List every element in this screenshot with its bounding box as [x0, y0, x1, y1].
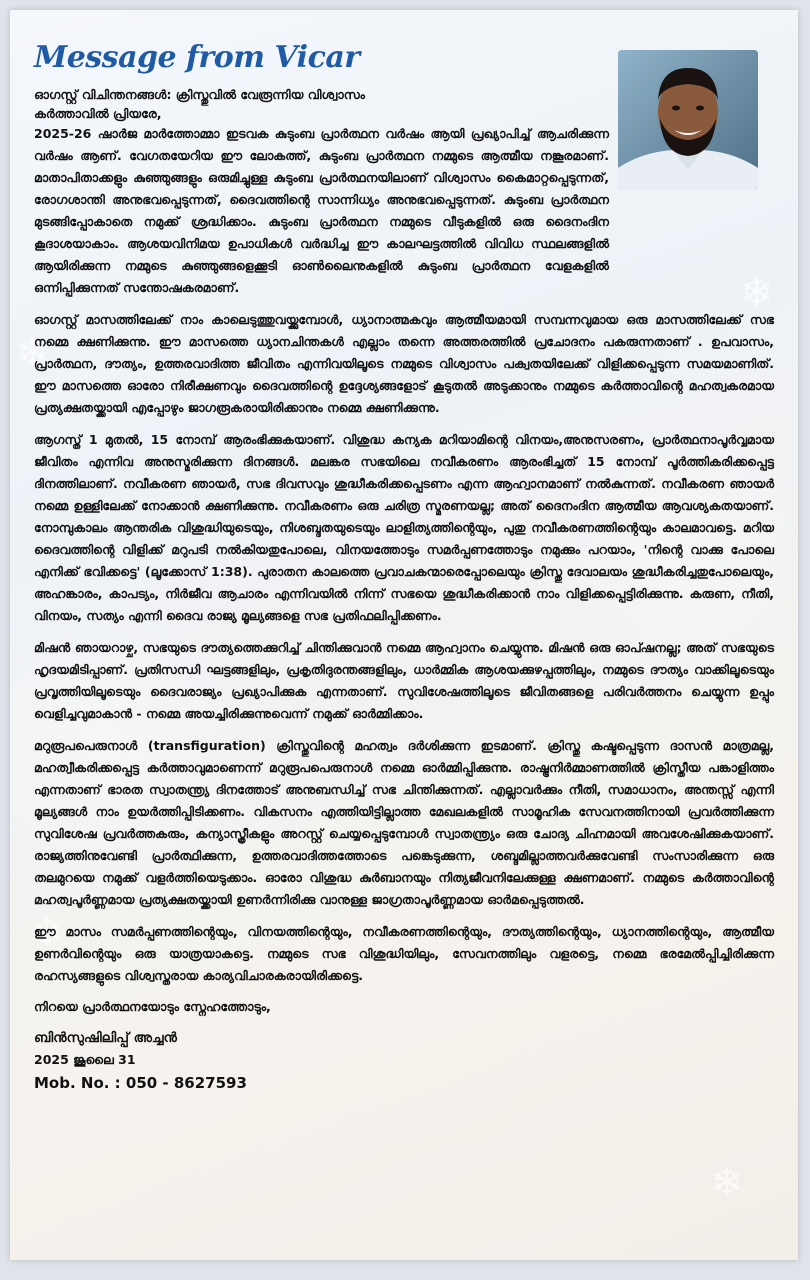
letter-paragraph: ഓഗസ്റ്റ് മാസത്തിലേക്ക് നാം കാലെടുത്തുവയ്ക്കുമ്പോൾ, ധ്യാനാത്മകവും ആത്മീയമായി സമ്പന്നവുമായ ഒരു മാസത്തിലേക്ക് സഭ നമ്മെ ക്ഷണിക്കുന്നു. ഈ മാസത്തെ ധ്യാനചിന്തകൾ എല്ലാം തന്നെ അത്തരത്തിൽ പ്രചോദനം പകരുന്നതാണ് . ഉപവാസം, പ്രാർത്ഥന, ദൗത്യം, ഉത്തരവാദിത്ത ജീവിതം എന്നിവയിലൂടെ നമ്മുടെ വിശ്വാസം പക്വതയിലേക്ക് വിളിക്കപ്പെടുന്ന സമയമാണിത്. ഈ മാസത്തെ ഓരോ നിരീക്ഷണവും ദൈവത്തിന്റെ ഉദ്ദേശ്യങ്ങളോട് കൂടുതൽ അടുക്കാനും നമ്മുടെ കർത്താവിന്റെ മഹത്വകരമായ പ്രത്യക്ഷതയ്ക്കായി എപ്പോഴും ജാഗരൂകരായിരിക്കാനും നമ്മെ ക്ഷണിക്കുന്നു. [34, 312, 774, 415]
snowflake-icon: ❄ [30, 910, 64, 956]
page-title: Message from Vicar [34, 40, 360, 75]
mobile-number: Mob. No. : 050 - 8627593 [34, 1074, 247, 1092]
snowflake-icon: ❄ [740, 270, 774, 316]
letter-content [34, 40, 774, 1092]
page [10, 10, 798, 1260]
letter-date: 2025 ജൂലൈ 31 [34, 1052, 136, 1067]
snowflake-icon: ❄ [710, 1160, 744, 1206]
intro-block [34, 85, 609, 123]
letter-paragraph: ഈ മാസം സമർപ്പണത്തിന്റെയും, വിനയത്തിന്റെയും, നവീകരണത്തിന്റെയും, ദൗത്യത്തിന്റെയും, ധ്യാനത്തിന്റെയും, ആത്മീയ ഉണർവിന്റെയും ഒരു യാത്രയാകട്ടെ. നമ്മുടെ സഭ വിശുദ്ധിയിലും, സേവനത്തിലും വളരട്ടെ, നമ്മെ ഭരമേൽപ്പിച്ചിരിക്കുന്ന രഹസ്യങ്ങളുടെ വിശ്വസ്തരായ കാര്യവിചാരകരായിരിക്കട്ടെ. [34, 924, 774, 983]
letter-paragraph: മറുരൂപപെരുനാൾ (transfiguration) ക്രിസ്തുവിന്റെ മഹത്വം ദർശിക്കുന്ന ഇടമാണ്. ക്രിസ്തു കഷ്ടപ്പെടുന്ന ദാസൻ മാത്രമല്ല, മഹത്വീകരിക്കപ്പെട്ട കർത്താവുമാണെന്ന് മറുരൂപപെരുനാൾ നമ്മെ ഓർമ്മിപ്പിക്കുന്നു. രാഷ്ട്രനിർമ്മാണത്തിൽ ക്രിസ്തീയ പങ്കാളിത്തം എന്നതാണ് ഭാരത സ്വാതന്ത്ര്യ ദിനത്തോട് അനുബന്ധിച്ച് സഭ ചിന്തിക്കുന്നത്. എല്ലാവർക്കും നീതി, സമാധാനം, അന്തസ്സ് എന്നി മൂല്യങ്ങൾ നാം ഉയർത്തിപ്പിടിക്കണം. വികസനം എത്തിയിട്ടില്ലാത്ത മേഖലകളിൽ സാമൂഹിക സേവനത്തിനായി പ്രവർത്തിക്കുന്ന സുവിശേഷ പ്രവർത്തകരും, കന്യാസ്ത്രീകളും അറസ്റ്റ് ചെയ്യപ്പെടുമ്പോൾ സ്വാതന്ത്ര്യം ഒരു ചോദ്യ ചിഹ്നമായി അവശേഷിക്കുകയാണ്. രാജ്യത്തിനുവേണ്ടി പ്രാർത്ഥിക്കുന്ന, ഉത്തരവാദിത്തത്തോടെ പങ്കെടുക്കുന്ന, ശബ്ദമില്ലാത്തവർക്കുവേണ്ടി സംസാരിക്കുന്ന ഒരു തലമുറയെ നമുക്ക് വളർത്തിയെടുക്കാം. ഓരോ വിശുദ്ധ കുർബാനയും നിത്യജീവനിലേക്കുള്ള ക്ഷണമാണ്. നമ്മുടെ കർത്താവിന്റെ മഹത്വപൂർണ്ണമായ പ്രത്യക്ഷതയ്ക്കായി ഉണർന്നിരിക്കു വാനുള്ള ജാഗ്രതാപൂർണ്ണമായ ഓർമപ്പെടുത്തൽ. [34, 738, 774, 907]
letter-subject: ഓഗസ്റ്റ് വിചിന്തനങ്ങൾ: ക്രിസ്തുവിൽ വേരൂന്നിയ വിശ്വാസം [34, 87, 365, 102]
letter-paragraph: ആഗസ്ത് 1 മുതൽ, 15 നോമ്പ് ആരംഭിക്കുകയാണ്. വിശുദ്ധ കന്യക മറിയാമിന്റെ വിനയം,അനുസരണം, പ്രാർത്ഥനാപൂർവ്വമായ ജീവിതം എന്നിവ അനുസ്മരിക്കുന്ന ദിനങ്ങൾ. മലങ്കര സഭയിലെ നവീകരണം ആരംഭിച്ചത് 15 നോമ്പ് പൂർത്തികരിക്കപ്പെട്ട ദിനത്തിലാണ്. നവീകരണ ഞായർ, സഭ ദിവസവും ശുദ്ധീകരിക്കപ്പെടണം എന്ന ആഹ്വാനമാണ് നൽകുന്നത്. നവീകരണ ഞായർ നമ്മെ ഉള്ളിലേക്ക് നോക്കാൻ ക്ഷണിക്കുന്നു. നവീകരണം ഒരു ചരിത്ര സ്മരണയല്ല; അത് ദൈനംദിന ആത്മീയ ആവശ്യകതയാണ്. നോമ്പുകാലം ആന്തരിക വിശുദ്ധിയുടെയും, നിശബ്ദതയുടെയും ലാളിത്യത്തിന്റെയും, പുതു നവീകരണത്തിന്റെയും കാലമാവട്ടെ. മറിയ ദൈവത്തിന്റെ വിളിക്ക് മറുപടി നൽകിയതുപോലെ, വിനയത്തോടും സമർപ്പണത്തോടും നമുക്കും പറയാം, 'നിന്റെ വാക്കു പോലെ എനിക്ക് ഭവിക്കട്ടെ' (ലൂക്കോസ് 1:38). പുരാതന കാലത്തെ പ്രവാചകന്മാരെപ്പോലെയും ക്രിസ്തു ദേവാലയം ശുദ്ധീകരിച്ചതുപോലെയും, അഹങ്കാരം, കാപട്യം, നിർജീവ ആചാരം എന്നിവയിൽ നിന്ന് സഭയെ ശുദ്ധീകരിക്കാൻ നാം വിളിക്കപ്പെട്ടിരിക്കുന്നു. കരുണ, നീതി, വിനയം, സത്യം എന്നി ദൈവ രാജ്യ മൂല്യങ്ങളെ സഭ പ്രതിഫലിപ്പിക്കണം. [34, 432, 774, 623]
letter-closing: നിറയെ പ്രാർത്ഥനയോടും സ്നേഹത്തോടും, [34, 999, 271, 1014]
letter-salutation: കർത്താവിൽ പ്രിയരേ, [34, 106, 162, 121]
snowflake-icon: ❄ [16, 330, 50, 376]
letter-paragraph: മിഷൻ ഞായറാഴ്ച, സഭയുടെ ദൗത്യത്തെക്കുറിച്ച് ചിന്തിക്കുവാൻ നമ്മെ ആഹ്വാനം ചെയ്യുന്നു. മിഷൻ ഒരു ഓപ്ഷനല്ല; അത് സഭയുടെ ഹൃദയമിടിപ്പാണ്. പ്രതിസന്ധി ഘട്ടങ്ങളിലും, പ്രകൃതിദുരന്തങ്ങളിലും, ധാർമ്മിക ആശയക്കുഴപ്പത്തിലും, നമ്മുടെ ദൗത്യം വാക്കിലൂടെയും പ്രവൃത്തിയിലൂടെയും ദൈവരാജ്യം പ്രഖ്യാപിക്കുക എന്നതാണ്. സുവിശേഷത്തിലൂടെ ജീവിതങ്ങളെ പരിവർത്തനം ചെയ്യുന്ന ഉപ്പും വെളിച്ചവുമാകാൻ - നമ്മെ അയച്ചിരിക്കുന്നുവെന്ന് നമുക്ക് ഓർമ്മിക്കാം. [34, 640, 774, 721]
letter-paragraph: 2025-26 ഷാർജ മാർത്തോമ്മാ ഇടവക കുടുംബ പ്രാർത്ഥന വർഷം ആയി പ്രഖ്യാപിച്ച് ആചരിക്കുന്ന വർഷം ആണ്. വേഗതയേറിയ ഈ ലോകത്ത്, കുടുംബ പ്രാർത്ഥന നമ്മുടെ ആത്മീയ നങ്കൂരമാണ്. മാതാപിതാക്കളും കുഞ്ഞുങ്ങളും ഒരുമിച്ചുള്ള കുടുംബ പ്രാർത്ഥനയിലാണ് വിശ്വാസം കൈമാറ്റപ്പെടുന്നത്, രോഗശാന്തി അനുഭവപ്പെടുന്നത്, ദൈവത്തിന്റെ സാന്നിധ്യം അനുഭവപ്പെടുന്നത്. കുടുംബ പ്രാർത്ഥന മുടങ്ങിപ്പോകാതെ നമുക്ക് ശ്രദ്ധിക്കാം. കുടുംബ പ്രാർത്ഥന നമ്മുടെ വീടുകളിൽ ഒരു ദൈനംദിന കൂദാശയാകാം. ആശയവിനിമയ ഉപാധികൾ വർദ്ധിച്ച ഈ കാലഘട്ടത്തിൽ വിവിധ സ്ഥലങ്ങളിൽ ആയിരിക്കുന്ന നമ്മുടെ കുഞ്ഞുങ്ങളെക്കൂടി ഓൺലൈനുകളിൽ കുടുംബ പ്രാർത്ഥന വേളകളിൽ ഒന്നിപ്പിക്കുന്നത് സന്തോഷകരമാണ്. [34, 126, 609, 295]
letter-signature: ബിൻസുഷിലിപ്പ് അച്ചൻ [34, 1030, 177, 1046]
